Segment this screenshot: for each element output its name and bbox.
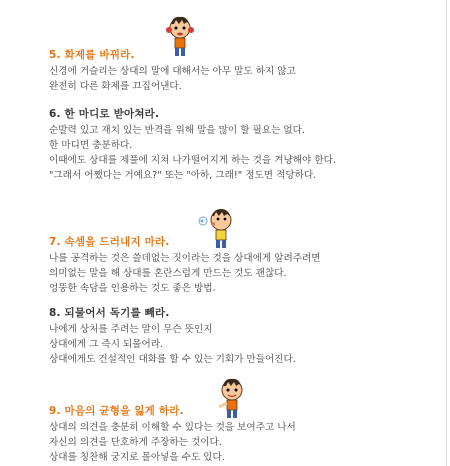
section-6 (49, 108, 429, 183)
section-7 (49, 236, 429, 296)
section-6-line: 이때에도 상대를 제풀에 지쳐 나가떨어지게 하는 것을 겨냥해야 한다. (49, 155, 336, 166)
section-9-title: 9. 마음의 균형을 잃게 하라. (49, 405, 184, 417)
section-9-line: 상대의 의견을 충분히 이해할 수 있다는 것을 보여주고 나서 (49, 422, 296, 433)
section-5-line: 신경에 거슬리는 상대의 말에 대해서는 아무 말도 하지 않고 (49, 66, 296, 77)
section-5 (49, 49, 429, 94)
section-6-line: 순발력 있고 재치 있는 반격을 위해 말을 많이 할 필요는 없다. (49, 125, 305, 136)
section-7-line: 엉뚱한 속담을 인용하는 것도 좋은 방법. (49, 283, 216, 294)
section-8 (49, 307, 429, 367)
section-5-line: 완전히 다른 화제를 끄집어낸다. (49, 81, 182, 92)
section-9-line: 자신의 의견을 단호하게 주장하는 것이다. (49, 437, 222, 448)
section-7-line: 나를 공격하는 것은 쓸데없는 짓이라는 것을 상대에게 알려주려면 (49, 253, 321, 264)
section-9 (49, 405, 429, 465)
section-8-line: 상대에게 그 즉시 되물어라. (49, 339, 164, 350)
section-7-line: 의미없는 말을 해 상대를 혼란스럽게 만드는 것도 괜찮다. (49, 268, 287, 279)
section-5-title: 5. 화제를 바꿔라. (49, 49, 135, 61)
section-6-line: 한 마디면 충분하다. (49, 140, 133, 151)
section-7-title: 7. 속셈을 드러내지 마라. (49, 236, 170, 248)
section-6-line: "그래서 어쨌다는 거예요?" 또는 "아하, 그래!" 정도면 적당하다. (49, 170, 317, 181)
section-8-title: 8. 되물어서 독기를 빼라. (49, 307, 170, 319)
section-8-line: 나에게 상처를 주려는 말이 무슨 뜻인지 (49, 324, 213, 335)
section-6-title: 6. 한 마디로 받아쳐라. (49, 108, 160, 120)
section-8-line: 상대에게도 건설적인 대화를 할 수 있는 기회가 만들어진다. (49, 354, 296, 365)
section-9-line: 상대를 칭찬해 궁지로 몰아넣을 수도 있다. (49, 452, 225, 463)
right-border-line (446, 0, 447, 466)
